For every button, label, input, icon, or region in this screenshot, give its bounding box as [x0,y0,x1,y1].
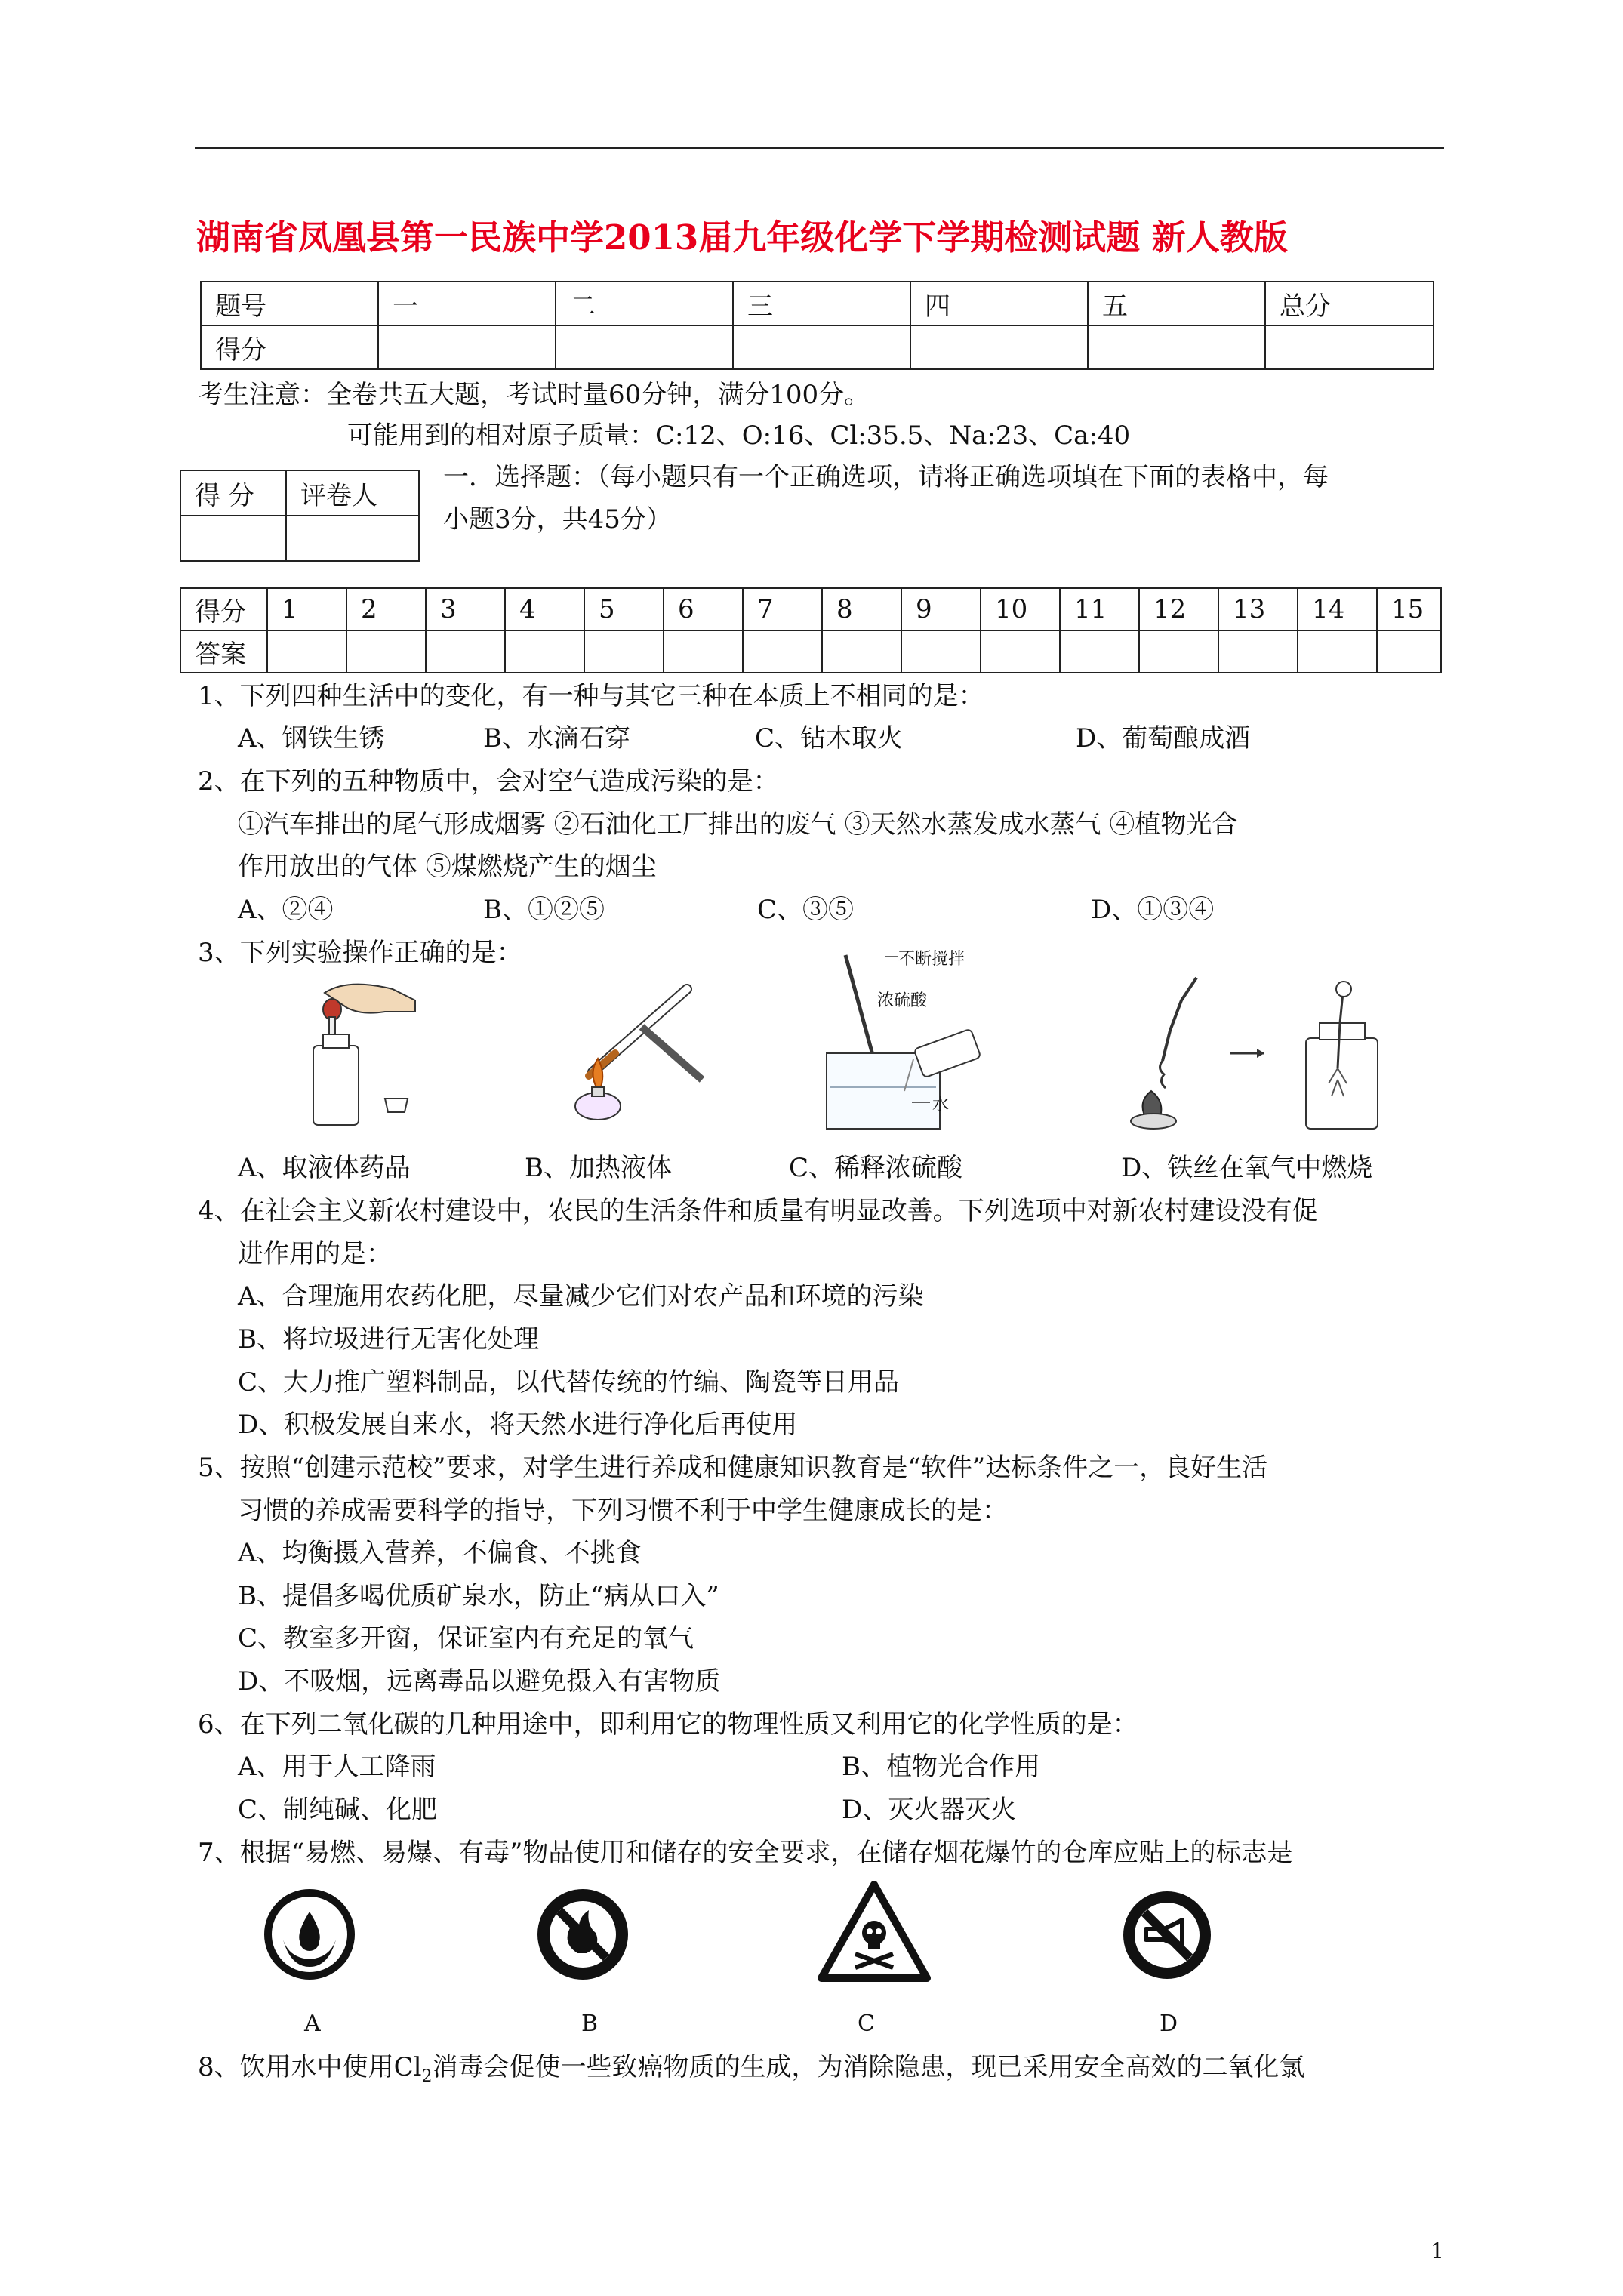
score-row-label: 得分 [201,325,378,369]
page-title: 湖南省凤凰县第一民族中学2013届九年级化学下学期检测试题 新人教版 [196,217,1288,257]
answer-cell[interactable] [1377,630,1441,673]
q7-label-b: B [581,2011,599,2037]
answer-number: 3 [426,588,505,630]
answer-table [180,587,1442,673]
q6-option-b: B、植物光合作用 [842,1752,1040,1782]
header-rule [195,147,1444,149]
heating-tube-figure [551,974,717,1125]
answer-number: 4 [505,588,584,630]
q5-option-a: A、均衡摄入营养，不偏食、不挑食 [238,1538,642,1568]
q3-option-d: D、铁丝在氧气中燃烧 [1121,1153,1373,1183]
toxic-skull-icon [818,1878,931,1984]
grader-name-label: 评卷人 [286,470,419,516]
q4-option-d: D、积极发展自来水，将天然水进行净化后再使用 [238,1410,798,1440]
grader-name-cell[interactable] [286,516,419,561]
grader-score-cell[interactable] [180,516,286,561]
q5-stem-line-2: 习惯的养成需要科学的指导，下列习惯不利于中学生健康成长的是： [238,1496,1008,1526]
answer-cell[interactable] [822,630,901,673]
answer-cell[interactable] [1139,630,1218,673]
q3-option-b: B、加热液体 [525,1153,672,1183]
answer-number: 7 [743,588,822,630]
notice-line-2: 可能用到的相对原子质量：C:12、O:16、Cl:35.5、Na:23、Ca:40 [347,421,1131,451]
q3-option-a: A、取液体药品 [238,1153,411,1183]
answer-number: 2 [346,588,426,630]
q6-option-c: C、制纯碱、化肥 [238,1795,438,1825]
answer-cell[interactable] [426,630,505,673]
section-1-heading-line-2: 小题3分，共45分） [443,504,672,535]
answer-number: 10 [981,588,1060,630]
answer-cell[interactable] [981,630,1060,673]
q6-option-a: A、用于人工降雨 [238,1752,436,1782]
q8-subscript: 2 [421,2066,433,2086]
score-header-cell: 五 [1088,282,1265,325]
score-cell[interactable] [733,325,910,369]
q4-stem-line-2: 进作用的是： [238,1239,392,1269]
no-fire-icon [532,1884,634,1986]
q2-line-2: ①汽车排出的尾气形成烟雾 ②石油化工厂排出的废气 ③天然水蒸发成水蒸气 ④植物光合 [238,809,1238,840]
answer-cell[interactable] [901,630,981,673]
q4-option-a: A、合理施用农药化肥，尽量减少它们对农产品和环境的污染 [238,1281,924,1311]
q4-option-b: B、将垃圾进行无害化处理 [238,1324,539,1354]
q1-stem: 1、下列四种生活中的变化，有一种与其它三种在本质上不相同的是： [198,681,984,711]
score-header-cell: 题号 [201,282,378,325]
q5-option-b: B、提倡多喝优质矿泉水，防止“病从口入” [238,1581,719,1611]
answer-cell[interactable] [1298,630,1377,673]
answer-number: 13 [1218,588,1298,630]
answer-number: 12 [1139,588,1218,630]
answer-cell[interactable] [267,630,346,673]
answer-cell[interactable] [1218,630,1298,673]
q2-line-3: 作用放出的气体 ⑤煤燃烧产生的烟尘 [238,852,657,882]
q5-option-d: D、不吸烟，远离毒品以避免摄入有害物质 [238,1666,721,1697]
answer-number: 8 [822,588,901,630]
answer-number: 9 [901,588,981,630]
q5-option-c: C、教室多开窗，保证室内有充足的氧气 [238,1623,694,1653]
q6-option-d: D、灭火器灭火 [842,1795,1017,1825]
answer-number: 11 [1060,588,1139,630]
water-drop-icon [260,1885,359,1983]
answer-number: 5 [584,588,664,630]
q1-option-b: B、水滴石穿 [483,723,630,754]
q8-stem-start: 8、饮用水中使用Cl [198,2052,422,2082]
notice-line-1: 考生注意：全卷共五大题，考试时量60分钟，满分100分。 [198,380,870,410]
answer-row-label: 得分 [180,588,267,630]
score-header-cell: 一 [378,282,556,325]
iron-wire-figure [1117,970,1404,1133]
answer-number: 6 [664,588,743,630]
score-cell[interactable] [378,325,556,369]
q1-option-d: D、葡萄酿成酒 [1076,723,1251,754]
score-table [200,281,1434,370]
q7-stem: 7、根据“易燃、易爆、有毒”物品使用和储存的安全要求，在储存烟花爆竹的仓库应贴上的标志是 [198,1838,1293,1868]
score-header-cell: 三 [733,282,910,325]
q2-option-c: C、③⑤ [757,895,855,925]
q3-stem: 3、下列实验操作正确的是： [198,938,522,968]
score-cell[interactable] [1265,325,1434,369]
answer-cell[interactable] [346,630,426,673]
section-1-heading-line-1: 一．选择题：（每小题只有一个正确选项，请将正确选项填在下面的表格中，每 [443,462,1329,492]
answer-cell[interactable] [743,630,822,673]
answer-cell[interactable] [584,630,664,673]
q1-option-a: A、钢铁生锈 [238,723,385,754]
q5-stem-line-1: 5、按照“创建示范校”要求，对学生进行养成和健康知识教育是“软件”达标条件之一，良好生活 [198,1453,1268,1483]
score-header-cell: 二 [556,282,733,325]
q2-option-b: B、①②⑤ [483,895,605,925]
figure-label-acid: 浓硫酸 [877,991,928,1010]
figure-label-water: 水 [932,1096,950,1114]
q7-label-a: A [304,2011,321,2037]
dropper-bottle-figure [302,978,476,1129]
answer-cell[interactable] [505,630,584,673]
answer-cell[interactable] [664,630,743,673]
q4-stem-line-1: 4、在社会主义新农村建设中，农民的生活条件和质量有明显改善。下列选项中对新农村建设没有促 [198,1196,1318,1226]
q2-stem: 2、在下列的五种物质中，会对空气造成污染的是： [198,766,779,797]
answer-number: 15 [1377,588,1441,630]
q4-option-c: C、大力推广塑料制品，以代替传统的竹编、陶瓷等日用品 [238,1367,900,1398]
q1-option-c: C、钻木取火 [755,723,904,754]
score-cell[interactable] [910,325,1088,369]
q7-label-d: D [1160,2011,1178,2037]
answer-row-label: 答案 [180,630,267,673]
q8-stem-end: 消毒会促使一些致癌物质的生成，为消除隐患，现已采用安全高效的二氧化氯 [432,2052,1305,2082]
q2-option-a: A、②④ [238,895,334,925]
q2-option-d: D、①③④ [1091,895,1215,925]
grader-box [180,470,420,562]
score-header-cell: 总分 [1265,282,1434,325]
no-horn-icon [1117,1885,1217,1985]
answer-cell[interactable] [1060,630,1139,673]
figure-label-stir: 不断搅拌 [898,950,965,969]
answer-number: 1 [267,588,346,630]
q3-option-c: C、稀释浓硫酸 [789,1153,963,1183]
q6-stem: 6、在下列二氧化碳的几种用途中，即利用它的物理性质又利用它的化学性质的是： [198,1709,1138,1740]
score-header-cell: 四 [910,282,1088,325]
score-cell[interactable] [556,325,733,369]
page-number: 1 [1431,2239,1444,2264]
grader-score-label: 得 分 [180,470,286,516]
score-cell[interactable] [1088,325,1265,369]
dilute-acid-figure [815,948,1012,1133]
q8-stem [198,2052,1305,2087]
answer-number: 14 [1298,588,1377,630]
q7-label-c: C [858,2011,875,2037]
